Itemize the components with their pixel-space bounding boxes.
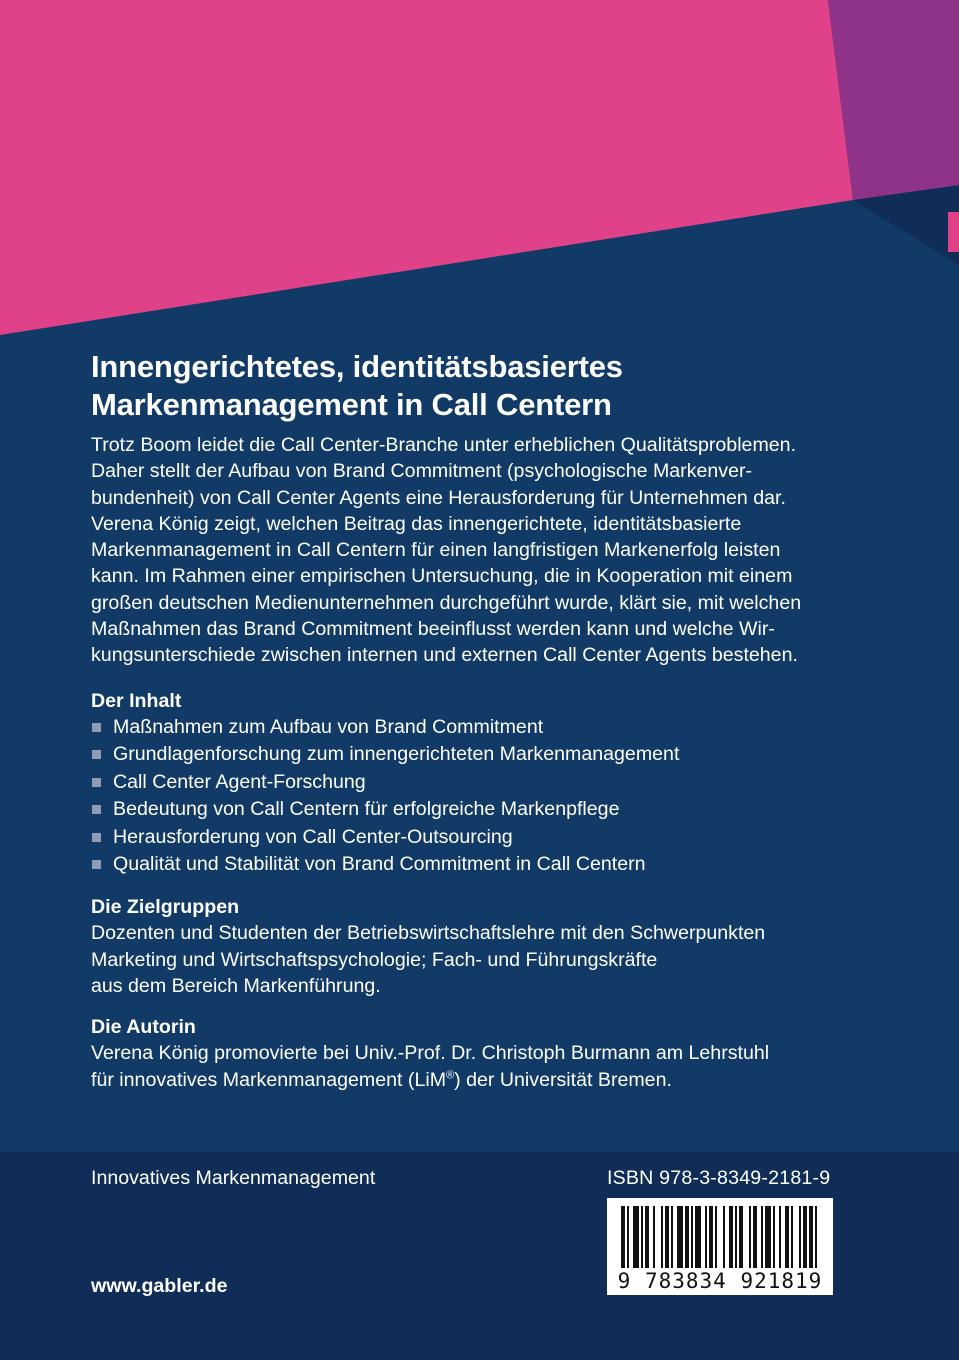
barcode-bar — [799, 1206, 801, 1268]
barcode-bar — [685, 1206, 689, 1268]
list-item — [91, 714, 881, 741]
bullet-square-icon — [92, 860, 101, 869]
bullet-square-icon — [92, 778, 101, 787]
list-item — [91, 851, 881, 878]
pink-edge-marker — [948, 212, 959, 252]
barcode-bar — [641, 1206, 643, 1268]
zielgruppen-section — [91, 894, 881, 1000]
barcode-digits: 9 783834 921819 — [617, 1269, 823, 1293]
intro-line: großen deutschen Medienunternehmen durchgeführt wurde, klärt sie, mit welchen — [91, 591, 802, 614]
book-title — [91, 348, 891, 424]
barcode-bar — [723, 1206, 725, 1268]
barcode-bar — [705, 1206, 707, 1268]
autorin-line-1: Verena König promovierte bei Univ.-Prof. Dr. Christoph Burmann am Lehrstuhl — [91, 1042, 770, 1064]
barcode-bar — [761, 1206, 763, 1268]
bullet-square-icon — [92, 723, 101, 732]
barcode-bar — [729, 1206, 733, 1268]
barcode-bar — [779, 1206, 781, 1268]
bullet-square-icon — [92, 750, 101, 759]
list-item — [91, 741, 881, 768]
barcode-bar — [677, 1206, 683, 1268]
autorin-heading: Die Autorin — [91, 1016, 196, 1038]
intro-line: kungsunterschiede zwischen internen und externen Call Center Agents bestehen. — [91, 644, 798, 667]
barcode-bar — [671, 1206, 673, 1268]
autorin-line-2-post: ) der Universität Bremen. — [454, 1068, 672, 1091]
barcode-bar — [645, 1206, 649, 1268]
barcode-bar — [633, 1206, 639, 1268]
barcode-bar — [661, 1206, 663, 1268]
series-name: Innovatives Markenmanagement — [91, 1167, 376, 1189]
intro-line: Daher stellt der Aufbau von Brand Commitment (psychologische Markenver- — [91, 460, 753, 483]
zielgruppen-line: aus dem Bereich Markenführung. — [91, 975, 381, 997]
barcode-bar — [773, 1206, 775, 1268]
intro-line: kann. Im Rahmen einer empirischen Untersuchung, die in Kooperation mit einem — [91, 565, 793, 588]
intro-line: Markenmanagement in Call Centern für einen langfristigen Markenerfolg leisten — [91, 539, 781, 562]
inhalt-section — [91, 688, 881, 878]
zielgruppen-line: Dozenten und Studenten der Betriebswirtschaftslehre mit den Schwerpunkten — [91, 922, 766, 944]
zielgruppen-heading: Die Zielgruppen — [91, 896, 240, 918]
autorin-section — [91, 1014, 881, 1093]
list-item-text: Maßnahmen zum Aufbau von Brand Commitment — [113, 716, 544, 738]
title-line-2: Markenmanagement in Call Centern — [91, 387, 612, 422]
barcode-bar — [715, 1206, 717, 1268]
barcode-bar — [627, 1206, 629, 1268]
list-item-text: Qualität und Stabilität von Brand Commitment in Call Centern — [113, 852, 646, 875]
intro-line: Trotz Boom leidet die Call Center-Branche unter erheblichen Qualitätsproblemen. — [91, 434, 797, 456]
intro-line: bundenheit) von Call Center Agents eine Herausforderung für Unternehmen dar. — [91, 486, 786, 509]
barcode-bar — [785, 1206, 789, 1268]
barcode-bar — [653, 1206, 655, 1268]
registered-mark: ® — [446, 1068, 455, 1081]
barcode-bar — [735, 1206, 737, 1268]
title-line-1: Innengerichtetes, identitätsbasiertes — [91, 349, 623, 384]
inhalt-list — [91, 714, 881, 878]
list-item-text: Herausforderung von Call Center-Outsourcing — [113, 825, 513, 848]
autorin-line-2 — [91, 1067, 881, 1094]
bullet-square-icon — [92, 833, 101, 842]
list-item — [91, 769, 881, 796]
barcode-bar — [691, 1206, 693, 1268]
list-item-text: Grundlagenforschung zum innengerichteten Markenmanagement — [113, 743, 680, 766]
barcode-bar — [791, 1206, 793, 1268]
inhalt-heading: Der Inhalt — [91, 690, 182, 712]
list-item-text: Bedeutung von Call Centern für erfolgreiche Markenpflege — [113, 798, 620, 821]
intro-line: Maßnahmen das Brand Commitment beeinflusst werden kann und welche Wir- — [91, 618, 775, 641]
barcode-bar — [621, 1206, 625, 1268]
list-item — [91, 824, 881, 851]
intro-paragraph — [91, 432, 881, 669]
barcode-bar — [709, 1206, 713, 1268]
barcode — [607, 1198, 833, 1295]
intro-line: Verena König zeigt, welchen Beitrag das innengerichtete, identitätsbasierte — [91, 512, 742, 535]
list-item — [91, 796, 881, 823]
barcode-bar — [739, 1206, 743, 1268]
barcode-bar — [815, 1206, 817, 1268]
zielgruppen-line: Marketing und Wirtschaftspsychologie; Fach- und Führungskräfte — [91, 948, 658, 971]
barcode-bar — [803, 1206, 807, 1268]
isbn-text: ISBN 978-3-8349-2181-9 — [607, 1167, 831, 1189]
barcode-bar — [695, 1206, 701, 1268]
barcode-bar — [753, 1206, 757, 1268]
list-item-text: Call Center Agent-Forschung — [113, 770, 366, 793]
barcode-bar — [749, 1206, 751, 1268]
barcode-bar — [809, 1206, 813, 1268]
autorin-line-2-pre: für innovatives Markenmanagement (LiM — [91, 1068, 447, 1091]
text-panel — [0, 200, 959, 1152]
bullet-square-icon — [92, 805, 101, 814]
barcode-bar — [665, 1206, 669, 1268]
publisher-url[interactable]: www.gabler.de — [91, 1275, 228, 1297]
barcode-bar — [765, 1206, 771, 1268]
